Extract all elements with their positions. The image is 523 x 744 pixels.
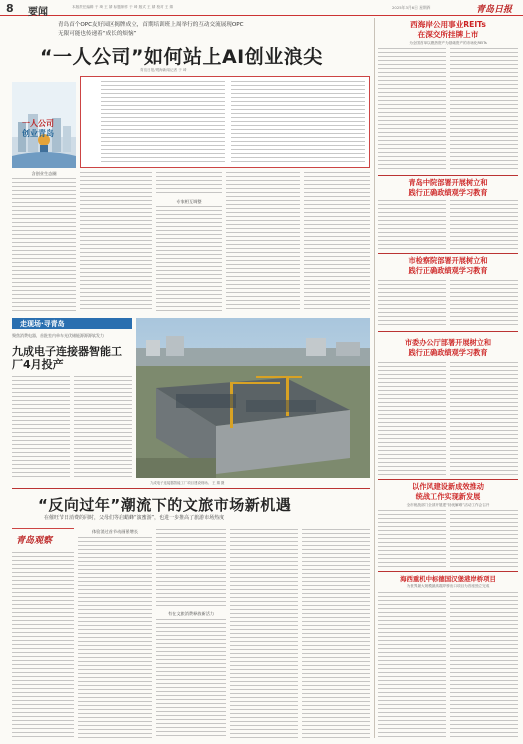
right-item-4-col-2 <box>450 510 518 568</box>
culture-subhead-1: 体验消过首节动画景增长 <box>91 529 139 534</box>
lead-kicker-1: 青岛首个OPC友好园区揭牌成立，首期培训班上周举行的互动交流展现OPC <box>58 22 244 28</box>
right-item-3-col-2 <box>450 362 518 476</box>
editor-credits: 本版责任编辑 于 琦 王 婧 标题制作 于 琦 版式 王 婧 校对 王 婧 <box>72 5 174 9</box>
culture-column-2 <box>78 537 152 738</box>
right-item-0-col-2 <box>450 48 518 172</box>
photo-caption: 九成电子连接器智能工厂项目建设现场。 王 婧 摄 <box>150 481 225 485</box>
right-item-1-col-1 <box>378 200 446 250</box>
right-item-0-subtitle: 为全国首单以燃热资产为基础资产的市场化REITs <box>409 41 487 45</box>
lead-column-3a <box>156 172 222 196</box>
right-item-3-title-1: 市委办公厅部署开展树立和 <box>404 338 492 347</box>
right-item-2-col-2 <box>450 280 518 328</box>
right-item-5-col-1 <box>378 592 446 738</box>
right-item-4-title-2: 统战工作实现新发展 <box>415 492 481 501</box>
news-headline: 九成电子连接器智能工厂4月投产 <box>12 345 122 371</box>
lead-column-1 <box>12 178 76 312</box>
right-item-0-col-1 <box>378 48 446 172</box>
lead-illustration <box>12 82 76 168</box>
construction-site-image <box>136 318 370 478</box>
right-item-4-col-1 <box>378 510 446 568</box>
right-item-5-subtitle: 为世界最大规模最高端岸桥出口项目为首座独立完成 <box>406 584 490 588</box>
right-item-2-title-1: 市检察院部署开展树立和 <box>408 256 488 265</box>
page-header <box>0 0 523 16</box>
section-divider <box>12 488 370 489</box>
section-title: 要闻 <box>28 7 48 18</box>
right-item-4-subtitle: 全市统战部门全部开展建“扬优解难”活动工作会召开 <box>406 503 490 507</box>
lead-column-3b <box>156 206 222 312</box>
right-item-2-title-2: 践行正确政绩观学习教育 <box>408 266 488 275</box>
lead-kicker-2: 无限可能也传递着“成长的烦恼” <box>58 31 137 37</box>
lead-byline: 青岛日报/观海新闻记者 于 琦 <box>140 68 187 72</box>
right-item-0-title-1: 西海岸公用事业REITs <box>410 20 486 29</box>
culture-subhead-2: 有在文旅消费释放新活力 <box>167 611 215 616</box>
culture-column-1 <box>12 552 74 738</box>
right-item-5-col-2 <box>450 592 518 738</box>
news-column-1 <box>12 376 70 480</box>
lead-headline: “一人公司”如何站上AI创业浪尖 <box>40 46 323 68</box>
right-item-1-title-1: 青岛中院部署开展树立和 <box>408 178 488 187</box>
right-item-2-col-1 <box>378 280 446 328</box>
right-item-3-title-2: 践行正确政绩观学习教育 <box>408 348 488 357</box>
right-item-3-col-1 <box>378 362 446 476</box>
right-item-4-title-1: 以作风建设新成效推动 <box>412 482 484 491</box>
lead-subhead-2: 专家相互调整 <box>176 199 202 204</box>
right-item-1-title-2: 践行正确政绩观学习教育 <box>408 188 488 197</box>
culture-column-4 <box>230 529 298 738</box>
lead-column-5 <box>304 172 370 312</box>
right-item-1-col-2 <box>450 200 518 250</box>
column-logo-box <box>12 528 74 548</box>
column-divider <box>374 18 375 738</box>
lead-column-4 <box>226 172 300 312</box>
newspaper-logo: 青岛日报 <box>476 5 513 15</box>
news-subheadline: 聚焦消费电器，首批室内单车光伏储能源源源软发力 <box>12 333 104 338</box>
culture-headline: “反向过年”潮流下的文旅市场新机遇 <box>38 496 292 514</box>
column-logo: 青岛观察 <box>16 536 53 546</box>
right-item-0-title-2: 在深交所挂牌上市 <box>417 30 479 39</box>
culture-column-3b <box>156 619 226 738</box>
on-site-banner <box>12 318 132 329</box>
lead-column-2 <box>80 172 152 312</box>
factory-construction-photo <box>136 318 370 478</box>
right-item-5-title: 海西重机中标德国汉堡港岸桥项目 <box>400 575 496 583</box>
lead-subhead-1: 含创业生态圈 <box>31 171 57 176</box>
illustration-label-2: 创业青岛 <box>22 129 54 138</box>
lead-intro-box <box>80 76 370 168</box>
page-number: 8 <box>6 2 14 15</box>
news-column-2 <box>74 376 132 480</box>
on-site-banner-label: 走现场·寻青岛 <box>20 320 65 328</box>
culture-column-5 <box>302 529 370 738</box>
culture-column-3a <box>156 529 226 609</box>
issue-date: 2025年3月6日 星期四 <box>392 5 431 10</box>
culture-subheadline: 在催旺节日消费的同时，父母们等启蜡蜂“演蜜游”，也进一步推高了旅游市场热度 <box>44 515 225 521</box>
illustration-label-1: 一人公司 <box>22 119 54 128</box>
